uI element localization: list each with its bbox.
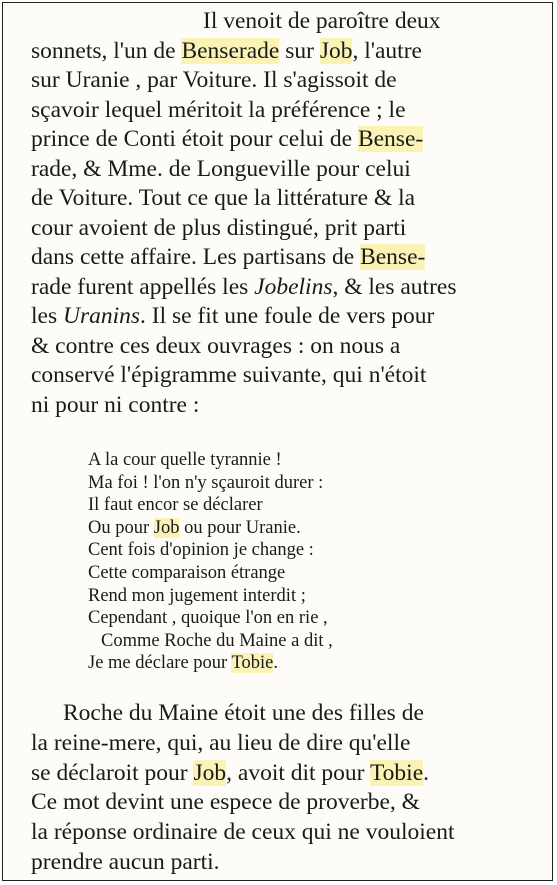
verse-line bbox=[88, 585, 306, 607]
paragraph1-line bbox=[31, 66, 397, 94]
highlighted-term: Job bbox=[153, 517, 180, 538]
paragraph2-line bbox=[31, 848, 220, 876]
paragraph1-line bbox=[31, 391, 199, 419]
paragraph2-line bbox=[31, 788, 420, 816]
paragraph1-line bbox=[203, 7, 441, 35]
paragraph1-line bbox=[31, 155, 411, 183]
highlighted-term: Job bbox=[193, 759, 227, 786]
text-segment: ou pour Uranie. bbox=[179, 517, 301, 538]
text-segment: Ou pour bbox=[88, 517, 154, 538]
text-segment: Il venoit de paroître deux bbox=[203, 8, 441, 34]
text-segment: dans cette affaire. Les partisans de bbox=[31, 244, 361, 270]
verse-line bbox=[88, 494, 263, 516]
paragraph1-line bbox=[31, 361, 426, 389]
text-segment: & contre ces deux ouvrages : on nous a bbox=[31, 332, 401, 359]
highlighted-term: Tobie bbox=[369, 759, 424, 786]
verse-line bbox=[88, 539, 314, 561]
verse-line bbox=[88, 652, 278, 674]
paragraph2-line bbox=[63, 699, 424, 727]
text-segment: Cette comparaison étrange bbox=[88, 563, 286, 583]
text-segment: Je me déclare pour bbox=[88, 653, 232, 674]
verse-line bbox=[88, 449, 282, 471]
text-segment: se déclaroit pour bbox=[31, 759, 194, 786]
paragraph1-line bbox=[31, 214, 406, 242]
text-segment: ni pour ni contre : bbox=[31, 391, 200, 418]
text-segment: rade, & Mme. de Longueville pour celui bbox=[31, 155, 411, 182]
highlighted-term: Job bbox=[319, 37, 353, 64]
text-segment: Roche du Maine étoit une des filles de bbox=[63, 700, 424, 726]
paragraph1-line bbox=[31, 96, 406, 124]
highlighted-term: Benserade bbox=[181, 37, 280, 64]
highlighted-term: Tobie bbox=[231, 653, 274, 674]
text-segment: Ce mot devint une espece de proverbe, & bbox=[31, 789, 420, 816]
paragraph1-line bbox=[31, 37, 422, 65]
text-segment: sur Uranie , par Voiture. Il s'agissoit de bbox=[31, 67, 397, 93]
text-segment: Ma foi ! l'on n'y sçauroit durer : bbox=[88, 472, 324, 493]
page-scan bbox=[2, 2, 553, 881]
text-segment: Comme Roche du Maine a dit , bbox=[101, 630, 333, 651]
text-segment: prince de Conti étoit pour celui de bbox=[31, 126, 358, 152]
paragraph1-line bbox=[31, 125, 423, 153]
italic-term: Uranins bbox=[62, 303, 141, 329]
paragraph1-line bbox=[31, 302, 434, 330]
paragraph1-line bbox=[31, 243, 425, 271]
paragraph2-line bbox=[31, 759, 429, 787]
verse-line bbox=[88, 517, 301, 539]
text-segment: les bbox=[31, 303, 63, 329]
text-segment: de Voiture. Tout ce que la littérature & la bbox=[31, 185, 416, 211]
paragraph2-line bbox=[31, 729, 410, 757]
highlighted-term: Bense- bbox=[357, 126, 424, 152]
text-segment: cour avoient de plus distingué, prit parti bbox=[31, 214, 407, 241]
text-segment: sur bbox=[279, 37, 320, 64]
text-segment: Cependant , quoique l'on en rie , bbox=[88, 608, 328, 629]
text-segment: . Il se fit une foule de vers pour bbox=[140, 303, 435, 329]
paragraph2-line bbox=[31, 818, 455, 846]
paragraph1-line bbox=[31, 273, 456, 301]
verse-line bbox=[88, 472, 323, 494]
text-segment: . bbox=[423, 759, 430, 786]
text-segment: A la cour quelle tyrannie ! bbox=[88, 450, 282, 470]
text-segment: sçavoir lequel méritoit la préférence ; le bbox=[31, 96, 406, 123]
text-segment: sonnets, l'un de bbox=[31, 37, 182, 64]
italic-term: Jobelins bbox=[254, 273, 333, 300]
paragraph1-line bbox=[31, 332, 400, 360]
text-segment: prendre aucun parti. bbox=[31, 849, 220, 875]
highlighted-term: Bense- bbox=[360, 244, 426, 270]
verse-line bbox=[88, 607, 328, 629]
text-segment: Cent fois d'opinion je change : bbox=[88, 540, 314, 561]
verse-line bbox=[88, 562, 285, 584]
text-segment: Il faut encor se déclarer bbox=[88, 495, 263, 516]
text-segment: rade furent appellés les bbox=[31, 273, 255, 300]
text-segment: Rend mon jugement interdit ; bbox=[88, 585, 306, 606]
text-segment: , & les autres bbox=[332, 273, 457, 300]
text-segment: la réponse ordinaire de ceux qui ne vouloient bbox=[31, 819, 455, 846]
verse-line bbox=[101, 630, 333, 652]
paragraph1-line bbox=[31, 184, 415, 212]
text-segment: . bbox=[273, 653, 278, 674]
text-segment: conservé l'épigramme suivante, qui n'étoit bbox=[31, 362, 427, 388]
text-segment: , avoit dit pour bbox=[226, 759, 370, 786]
text-segment: , l'autre bbox=[352, 37, 422, 64]
text-segment: la reine-mere, qui, au lieu de dire qu'elle bbox=[31, 729, 411, 756]
